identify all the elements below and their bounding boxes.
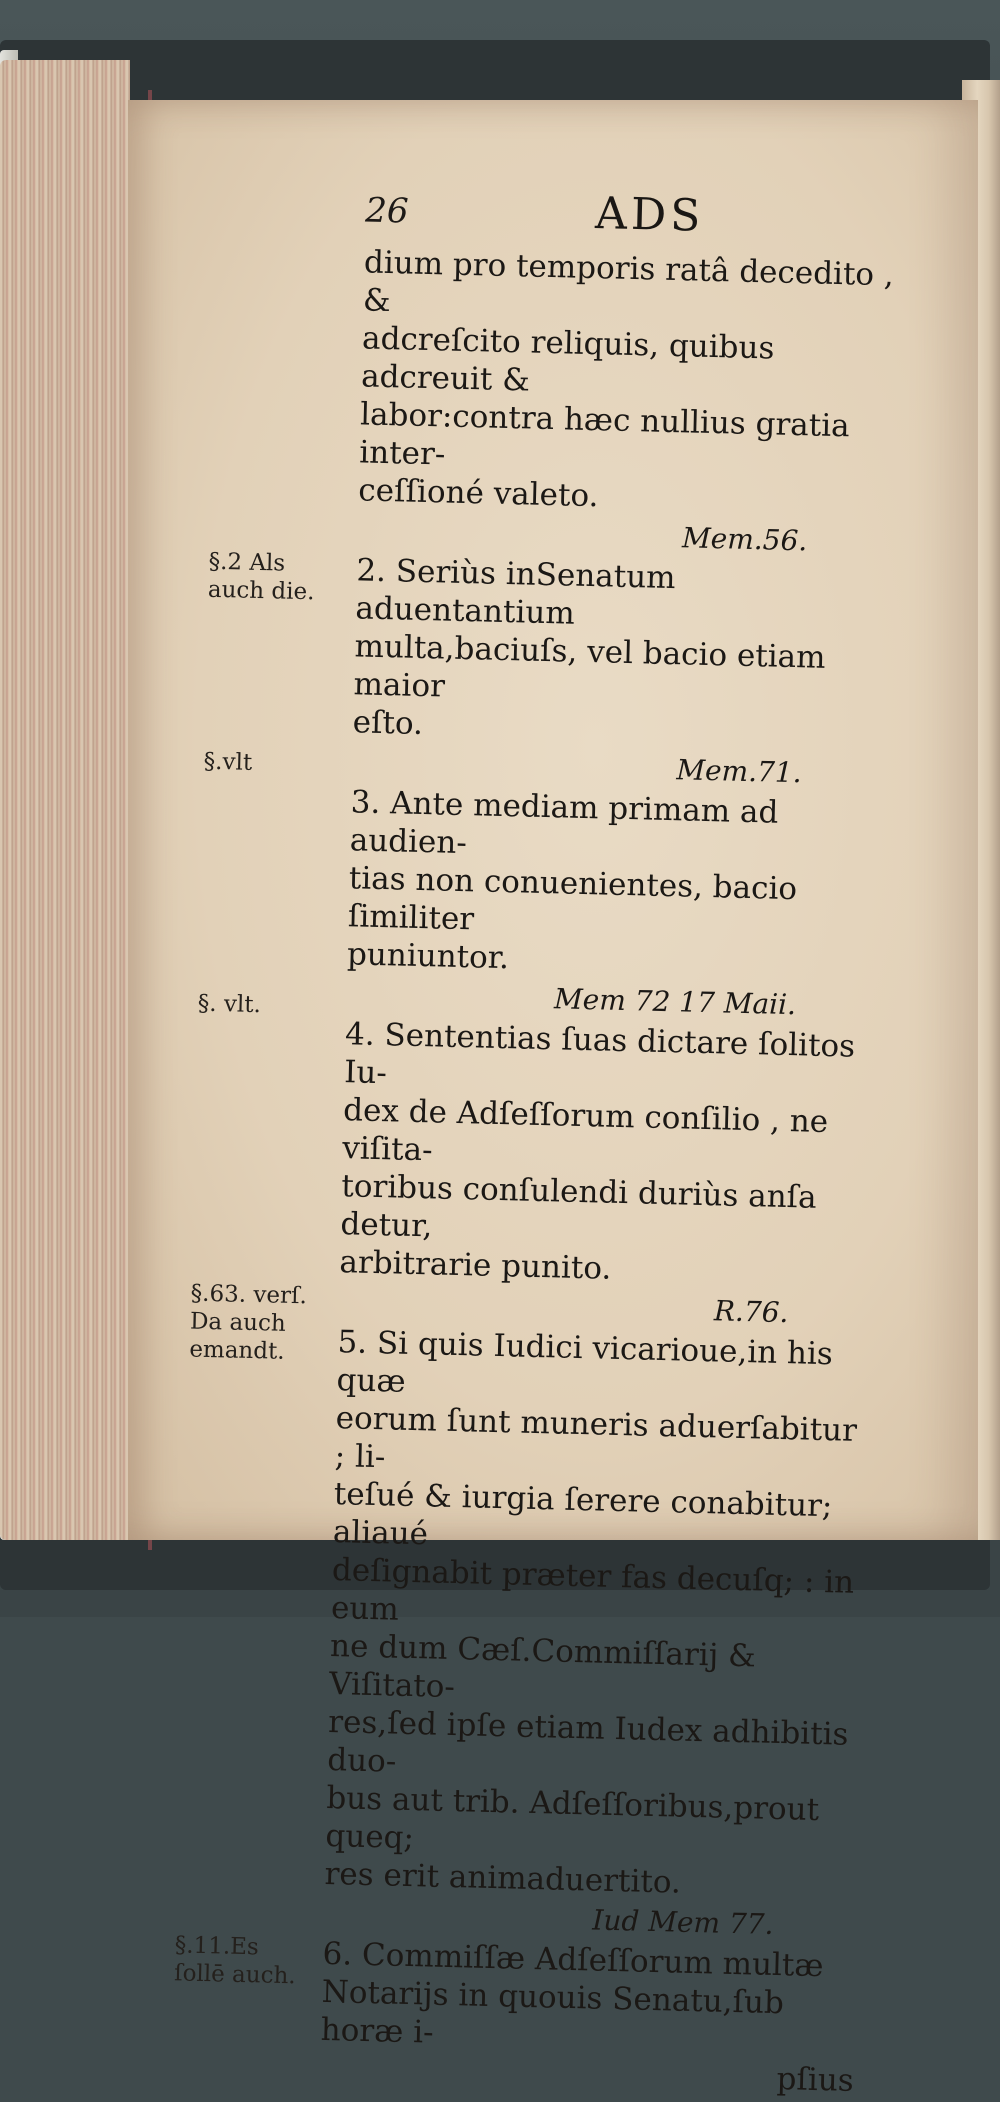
text-line: deſignabit præter fas decuſq; : in eum: [330, 1552, 855, 1628]
text-line: ceſſioné valeto.: [357, 472, 599, 515]
reference: Mem.71.: [676, 753, 803, 790]
text-line: Notarijs in quouis Senatu,ſub horæ i-: [320, 1973, 785, 2051]
text-line: labor:contra hæc nullius gratia inter-: [358, 396, 851, 473]
text-line: 5. Si quis Iudici vicarioue,in his quæ: [336, 1324, 834, 1400]
text-block: [93, 90, 978, 2099]
page-number: 26: [364, 190, 409, 232]
text-line: toribus conſulendi duriùs anſa detur,: [340, 1168, 818, 1245]
text-line: multa,baciuſs, vel bacio etiam maior: [353, 628, 826, 705]
entry-2: [207, 548, 896, 754]
running-head: ADS: [594, 188, 706, 242]
text-line: eſto.: [352, 704, 424, 743]
text-line: bus aut trib. Adſeſſoribus,prout queq;: [325, 1779, 820, 1857]
margin-note: §.63. verſ. Da auch emandt.: [189, 1280, 308, 1365]
margin-note: §.11.Es ſollē auch.: [173, 1932, 296, 1990]
entry-6: [173, 1932, 863, 2062]
book-page: [128, 100, 978, 2099]
margin-note: §. vlt.: [197, 990, 262, 1019]
text-line: res erit animaduertito.: [324, 1855, 682, 1901]
margin-note: §.2 Als auch die.: [207, 548, 315, 606]
body-text: [173, 243, 904, 2100]
text-line: adcreſcito reliquis, quibus adcreuit &: [360, 320, 775, 399]
catchword: pſius: [776, 2061, 855, 2099]
text-line: 6. Commiſſæ Adſeſſorum multæ: [322, 1935, 824, 1985]
reference: R.76.: [713, 1294, 789, 1330]
text-line: dex de Adſeſſorum conſilio , ne viſita-: [341, 1092, 829, 1169]
text-line: 3. Ante mediam primam ad audien-: [349, 784, 779, 862]
text-line: tias non conuenientes, bacio ſimiliter: [347, 860, 798, 938]
text-line: puniuntor.: [346, 936, 510, 977]
text-line: teſué & iurgia ſerere conabitur; aliaué: [332, 1476, 833, 1553]
text-line: arbitrarie punito.: [339, 1244, 612, 1287]
reference: Mem.56.: [681, 521, 808, 558]
margin-note: §.vlt: [203, 748, 253, 776]
text-line: res,ſed ipſe etiam Iudex adhibitis duo-: [326, 1703, 849, 1780]
text-line: eorum ſunt muneris aduerſabitur ; li-: [334, 1400, 858, 1476]
text-line: 2. Seriùs inSenatum aduentantium: [355, 552, 676, 632]
text-line: ne dum Cæſ.Commiſſarij & Viſitato-: [328, 1628, 757, 1706]
reference: Iud Mem 77.: [592, 1903, 774, 1941]
text-line: 4. Sententias ſuas dictare ſolitos Iu-: [343, 1016, 856, 1092]
reference: Mem 72 17 Maii.: [553, 982, 797, 1022]
text-line: dium pro temporis ratâ decedito , &: [362, 244, 895, 320]
